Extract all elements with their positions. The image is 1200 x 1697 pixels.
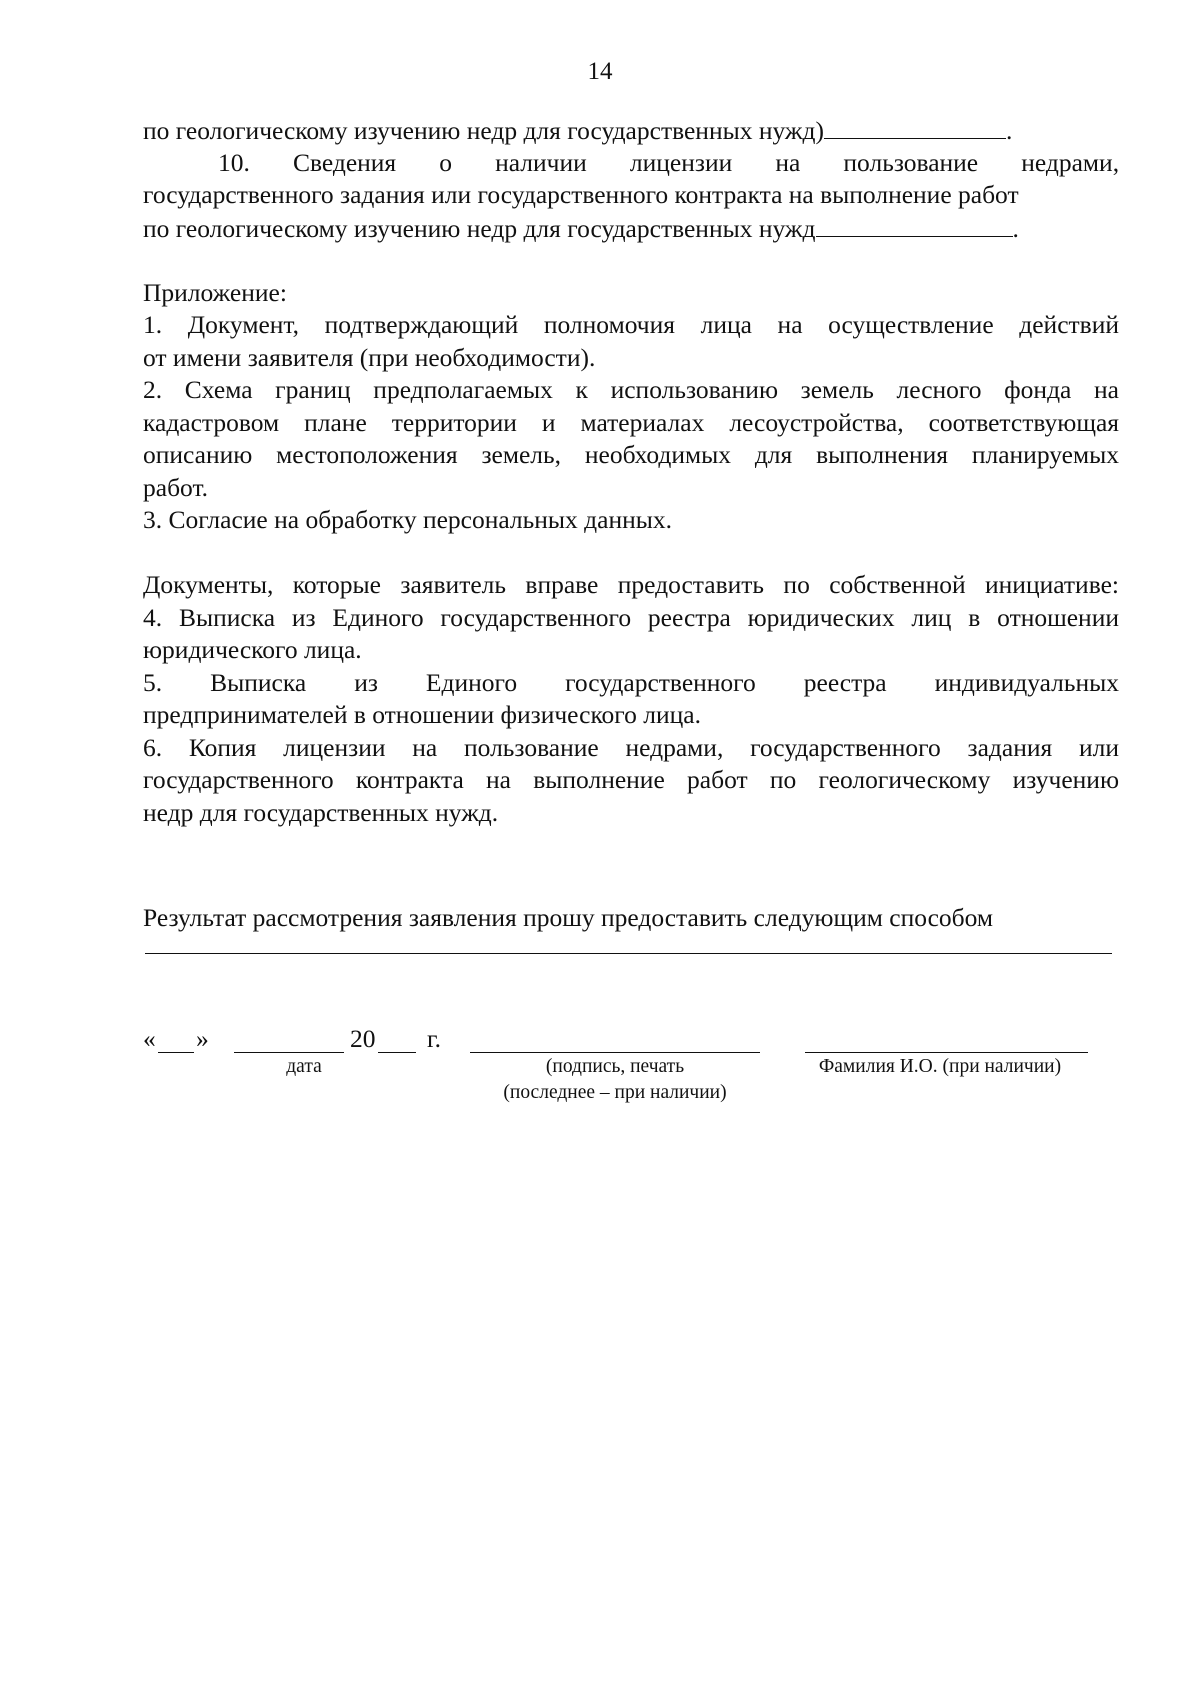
text-line-justified: 4. Выписка из Единого государственного реестра юридических лиц в отношении <box>143 602 1119 632</box>
page-number: 14 <box>587 58 613 85</box>
text-line <box>143 212 1119 245</box>
text-fragment: . <box>1006 116 1013 145</box>
word: реестра <box>803 667 887 697</box>
quote-open: « <box>143 1024 156 1053</box>
text-line-justified: 2. Схема границ предполагаемых к использованию земель лесного фонда на <box>143 375 1119 404</box>
word: лицензии <box>629 147 733 177</box>
quote-close: » <box>196 1024 209 1053</box>
full-name-caption: Фамилия И.О. (при наличии) <box>818 1056 1062 1077</box>
text-fragment: . <box>1012 213 1019 243</box>
word: на <box>775 147 801 177</box>
text-line-justified: кадастровом плане территории и материалах лесоустройства, соответствующая <box>143 407 1119 437</box>
blank-field[interactable] <box>816 212 1013 237</box>
text-line-justified: государственного контракта на выполнение работ по геологическому изучению <box>143 765 1119 794</box>
document-body <box>143 114 1119 935</box>
blank-field[interactable] <box>824 114 1006 139</box>
signature-caption-line1: (подпись, печать <box>545 1056 685 1077</box>
word: государственного <box>565 667 756 697</box>
text-line: государственного задания или государственного контракта на выполнение работ <box>143 180 1019 209</box>
word: наличии <box>495 147 587 177</box>
word: Единого <box>425 667 518 697</box>
year-field[interactable] <box>378 1052 416 1053</box>
year-suffix: г. <box>427 1024 441 1053</box>
day-field[interactable] <box>158 1052 194 1053</box>
text-line-justified: 1. Документ, подтверждающий полномочия лица на осуществление действий <box>143 310 1119 339</box>
text-line-justified: 6. Копия лицензии на пользование недрами, государственного задания или <box>143 732 1119 762</box>
word: Сведения <box>292 147 397 177</box>
word: из <box>354 667 378 697</box>
word: недрами, <box>1021 147 1120 177</box>
full-name-field[interactable] <box>805 1052 1088 1053</box>
year-prefix: 20 <box>350 1024 376 1053</box>
text-line-justified <box>143 147 1119 180</box>
text-fragment: по геологическому изучению недр для государственных нужд <box>143 213 816 243</box>
word: пользование <box>843 147 979 177</box>
word: индивидуальных <box>934 667 1120 697</box>
word: 5. Выписка <box>143 667 307 697</box>
text-line: предпринимателей в отношении физического лица. <box>143 700 701 729</box>
result-method-field[interactable] <box>145 953 1112 954</box>
appendix-heading: Приложение: <box>143 277 287 307</box>
text-line <box>143 114 1119 147</box>
text-line: от имени заявителя (при необходимости). <box>143 342 596 372</box>
text-line-justified: описанию местоположения земель, необходимых для выполнения планируемых <box>143 440 1119 469</box>
date-caption: дата <box>286 1056 322 1077</box>
text-line: работ. <box>143 472 209 502</box>
text-line: юридического лица. <box>143 635 362 664</box>
optional-docs-heading: Документы, которые заявитель вправе предоставить по собственной инициативе: <box>143 570 1119 599</box>
signature-caption-line2: (последнее – при наличии) <box>503 1082 727 1103</box>
word: о <box>439 147 453 177</box>
text-fragment: по геологическому изучению недр для государственных нужд) <box>143 116 824 145</box>
month-field[interactable] <box>234 1052 344 1053</box>
text-line: 3. Согласие на обработку персональных данных. <box>143 505 673 534</box>
text-line-justified <box>143 667 1119 700</box>
text-line: недр для государственных нужд. <box>143 797 499 827</box>
result-text: Результат рассмотрения заявления прошу предоставить следующим способом <box>143 903 994 932</box>
signature-field[interactable] <box>470 1052 760 1053</box>
item-number: 10. <box>218 147 250 177</box>
